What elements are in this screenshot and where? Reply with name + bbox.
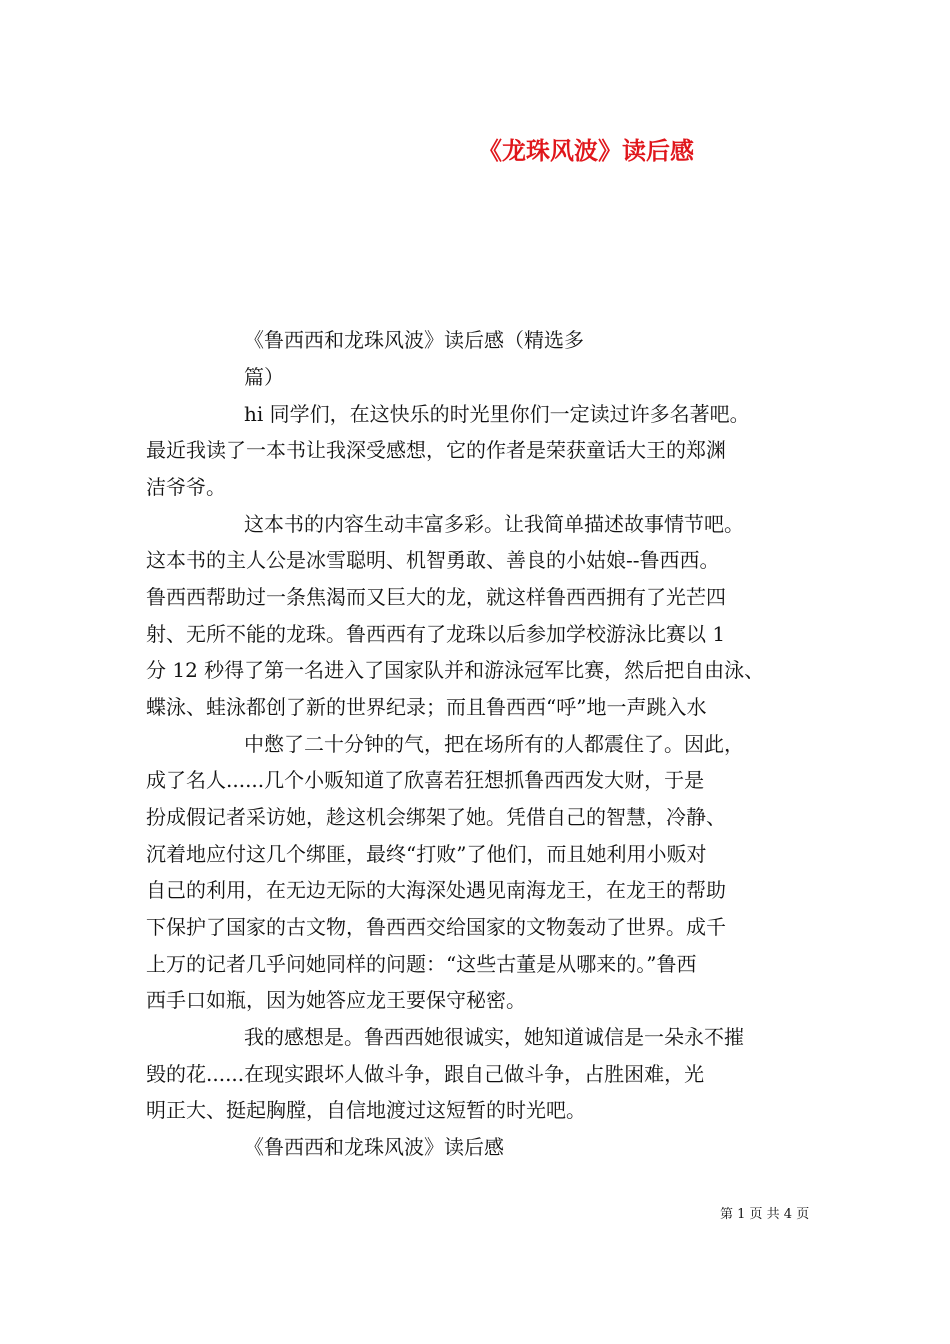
- paragraph-2-line-1: 这本书的内容生动丰富多彩。让我简单描述故事情节吧。: [244, 512, 744, 536]
- paragraph-3-line-1: 中憋了二十分钟的气，把在场所有的人都震住了。因此，: [244, 732, 744, 756]
- paragraph-3-line-5: 自己的利用，在无边无际的大海深处遇见南海龙王，在龙王的帮助: [146, 878, 726, 902]
- paragraph-2-line-5: 分 12 秒得了第一名进入了国家队并和游泳冠军比赛，然后把自由泳、: [146, 658, 765, 682]
- paragraph-3-line-3: 扮成假记者采访她，趁这机会绑架了她。凭借自己的智慧，冷静、: [146, 805, 726, 829]
- subtitle-line-1: 《鲁西西和龙珠风波》读后感（精选多: [244, 328, 584, 352]
- paragraph-2-line-2: 这本书的主人公是冰雪聪明、机智勇敢、善良的小姑娘--鲁西西。: [146, 548, 720, 572]
- paragraph-1-line-1: hi 同学们，在这快乐的时光里你们一定读过许多名著吧。: [244, 402, 750, 426]
- page-number-footer: 第 1 页 共 4 页: [720, 1207, 810, 1222]
- paragraph-2-line-4: 射、无所不能的龙珠。鲁西西有了龙珠以后参加学校游泳比赛以 1: [146, 622, 726, 646]
- next-section-heading: 《鲁西西和龙珠风波》读后感: [244, 1135, 504, 1159]
- paragraph-3-line-2: 成了名人......几个小贩知道了欣喜若狂想抓鲁西西发大财，于是: [146, 768, 705, 792]
- paragraph-3-line-7: 上万的记者几乎问她同样的问题：“这些古董是从哪来的。”鲁西: [146, 952, 697, 976]
- paragraph-3-line-4: 沉着地应付这几个绑匪，最终“打败”了他们，而且她利用小贩对: [146, 842, 707, 866]
- paragraph-1-line-2: 最近我读了一本书让我深受感想，它的作者是荣获童话大王的郑渊: [146, 438, 726, 462]
- subtitle-line-2: 篇）: [244, 365, 284, 389]
- paragraph-2-line-3: 鲁西西帮助过一条焦渴而又巨大的龙，就这样鲁西西拥有了光芒四: [146, 585, 726, 609]
- paragraph-1-line-3: 洁爷爷。: [146, 475, 226, 499]
- paragraph-2-line-6: 蝶泳、蛙泳都创了新的世界纪录；而且鲁西西“呼”地一声跳入水: [146, 695, 707, 719]
- paragraph-3-line-6: 下保护了国家的古文物，鲁西西交给国家的文物轰动了世界。成千: [146, 915, 726, 939]
- paragraph-4-line-2: 毁的花......在现实跟坏人做斗争，跟自己做斗争，占胜困难，光: [146, 1062, 705, 1086]
- paragraph-3-line-8: 西手口如瓶，因为她答应龙王要保守秘密。: [146, 988, 526, 1012]
- paragraph-4-line-3: 明正大、挺起胸膛，自信地渡过这短暂的时光吧。: [146, 1098, 586, 1122]
- paragraph-4-line-1: 我的感想是。鲁西西她很诚实，她知道诚信是一朵永不摧: [244, 1025, 744, 1049]
- document-title: 《龙珠风波》读后感: [478, 136, 694, 165]
